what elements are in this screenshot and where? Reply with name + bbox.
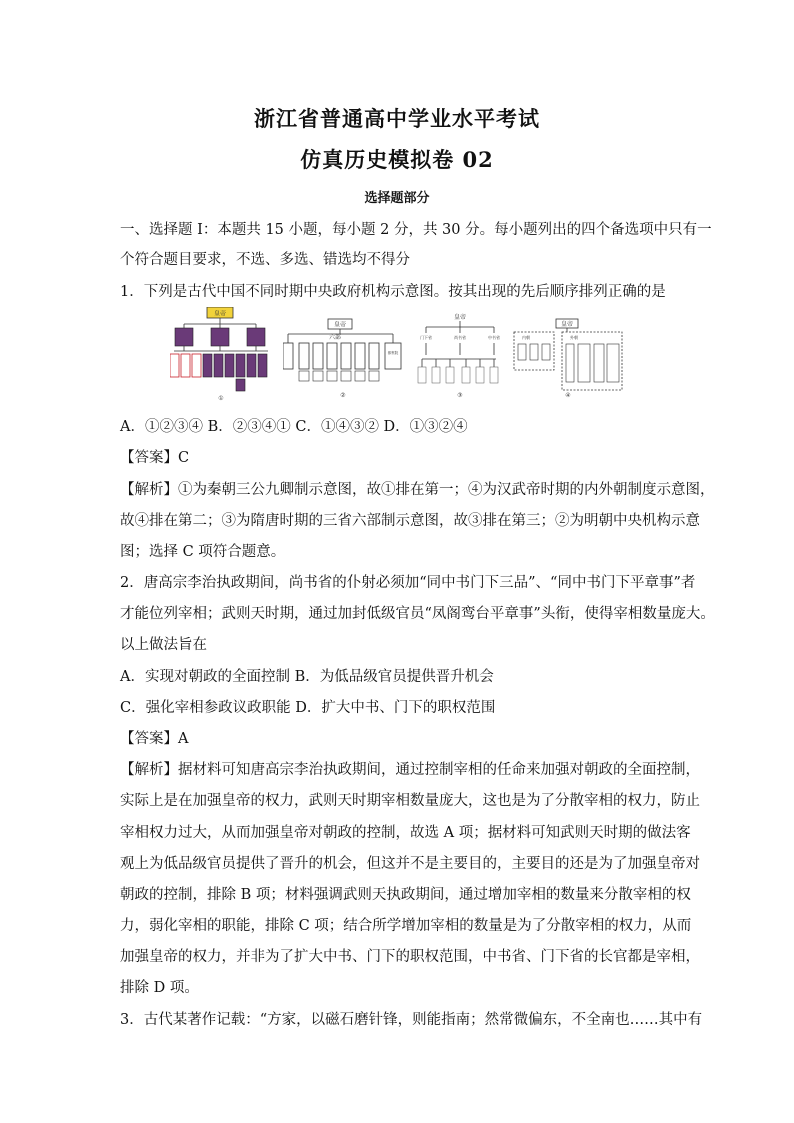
- q2-analysis-line-3: 宰相权力过大，从而加强皇帝对朝政的控制，故选 A 项；据材料可知武则天时期的做法客: [120, 825, 691, 841]
- q2-analysis-line-7: 加强皇帝的权力，并非为了扩大中书、门下的职权范围，中书省、门下省的长官都是宰相，: [120, 949, 700, 965]
- fig2-emperor-label: 皇帝: [333, 321, 347, 329]
- q1-answer: 【答案】C: [120, 450, 190, 466]
- q2-analysis-line-8: 排除 D 项。: [120, 980, 199, 996]
- q2-analysis-line-1: 【解析】据材料可知唐高宗李治执政期间，通过控制宰相的任命来加强对朝政的全面控制，: [120, 762, 700, 778]
- fig2-censorate-label: 都察院: [387, 351, 399, 355]
- q2-stem-line-2: 才能位列宰相；武则天时期，通过加封低级官员“凤阁鸾台平章事”头衔，使得宰相数量庞大。: [120, 606, 715, 622]
- fig1-number: ①: [218, 395, 224, 402]
- section-heading: 选择题部分: [364, 191, 430, 206]
- fig3-mid-label: 尚书省: [454, 335, 466, 340]
- fig4-number: ④: [565, 392, 571, 399]
- fig3-number: ③: [457, 392, 463, 399]
- q2-options-cd: C．强化宰相参政议政职能 D．扩大中书、门下的职权范围: [120, 700, 496, 716]
- figure-2: [283, 307, 405, 402]
- q1-analysis-line-2: 故④排在第二；③为隋唐时期的三省六部制示意图，故③排在第三；②为明朝中央机构示意: [120, 513, 700, 529]
- exam-title: 浙江省普通高中学业水平考试: [254, 106, 540, 131]
- fig4-outer-label: 外朝: [570, 335, 578, 340]
- q2-analysis-line-5: 朝政的控制，排除 B 项；材料强调武则天执政期间，通过增加宰相的数量来分散宰相的权: [120, 887, 691, 903]
- q2-stem-line-3: 以上做法旨在: [120, 637, 207, 653]
- q1-options: A．①②③④ B．②③④① C．①④③② D．①③②④: [120, 419, 468, 435]
- q2-answer: 【答案】A: [120, 731, 189, 747]
- figure-3: [416, 307, 504, 402]
- fig3-right-label: 中书省: [488, 335, 500, 340]
- q2-analysis-line-4: 观上为低品级官员提供了晋升的机会，但这并不是主要目的，主要目的还是为了加强皇帝对: [120, 856, 700, 872]
- fig3-left-label: 门下省: [420, 335, 432, 340]
- fig4-inner-label: 内朝: [522, 335, 530, 340]
- figure-1: [170, 307, 272, 402]
- q2-stem-line-1: 2．唐高宗李治执政期间，尚书省的仆射必须加“同中书门下三品”、“同中书门下平章事”者: [120, 575, 696, 591]
- instructions-line-1: 一、选择题 I：本题共 15 小题，每小题 2 分，共 30 分。每小题列出的四个备选项中只有一: [120, 222, 712, 238]
- exam-subtitle: 仿真历史模拟卷 02: [300, 147, 494, 172]
- fig2-number: ②: [340, 392, 346, 399]
- q2-analysis-line-6: 力，弱化宰相的职能，排除 C 项；结合所学增加宰相的数量是为了分散宰相的权力，从而: [120, 918, 692, 934]
- fig3-emperor-label: 皇帝: [453, 314, 467, 321]
- figure-4: [512, 307, 624, 402]
- q1-stem: 1．下列是古代中国不同时期中央政府机构示意图。按其出现的先后顺序排列正确的是: [120, 284, 666, 300]
- q2-analysis-line-2: 实际上是在加强皇帝的权力，武则天时期宰相数量庞大，这也是为了分散宰相的权力，防止: [120, 793, 700, 809]
- q3-stem: 3．古代某著作记载：“方家，以磁石磨针锋，则能指南；然常微偏东，不全南也……其中有: [120, 1012, 703, 1028]
- fig1-emperor-label: 皇帝: [213, 310, 227, 318]
- fig2-six-ministries-label: 六部: [328, 334, 342, 341]
- fig4-emperor-label: 皇帝: [560, 321, 574, 328]
- instructions-line-2: 个符合题目要求，不选、多选、错选均不得分: [120, 252, 410, 268]
- q1-analysis-line-3: 图；选择 C 项符合题意。: [120, 544, 286, 560]
- q1-analysis-line-1: 【解析】①为秦朝三公九卿制示意图，故①排在第一；④为汉武帝时期的内外朝制度示意图，: [120, 482, 715, 498]
- q2-options-ab: A．实现对朝政的全面控制 B．为低品级官员提供晋升机会: [120, 669, 494, 685]
